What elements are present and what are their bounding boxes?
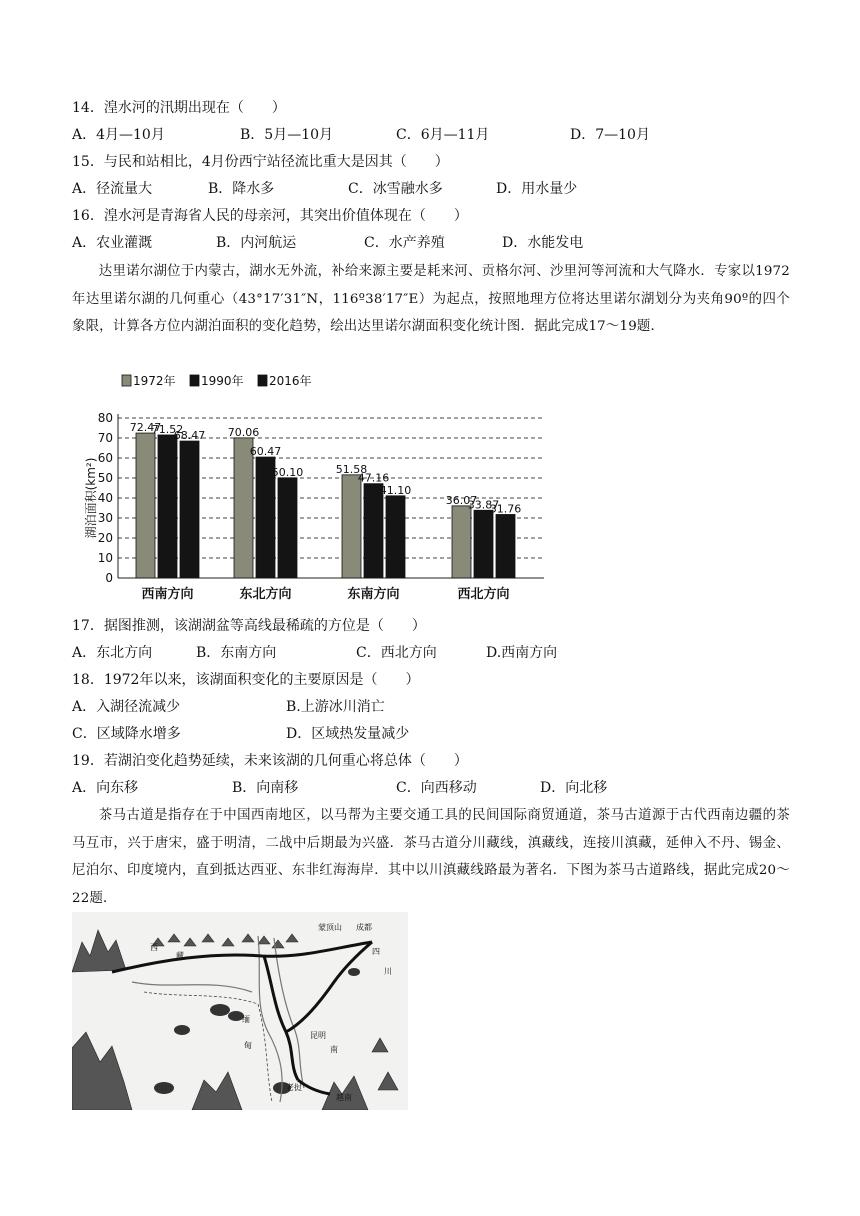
question-14-option-d: D．7—10月 <box>570 127 650 143</box>
passage-dali-lake: 达里诺尔湖位于内蒙古，湖水无外流，补给来源主要是耗来河、贡格尔河、沙里河等河流和大气降水．专家以1972年达里诺尔湖的几何重心（43°17′31″N，116º38′17″E）为起点，按照地理方位将达里诺尔湖划分为夹角90º的四个象限，计算各方位内湖泊面积的变化趋势，绘出达里诺尔湖面积变化统计图．据此完成17～19题． <box>72 264 790 334</box>
question-14-option-b: B．5月—10月 <box>240 127 334 143</box>
question-18-option-b: B.上游冰川消亡 <box>286 699 385 715</box>
bar <box>234 438 253 578</box>
data-label: 36.07 <box>445 493 478 507</box>
question-19-option-d: D．向北移 <box>540 780 608 796</box>
data-label: 41.10 <box>379 483 412 497</box>
map-label: 四 <box>372 947 380 956</box>
lake-area-bar-chart <box>82 364 552 608</box>
question-14-stem: 14．湟水河的汛期出现在（ ） <box>72 100 286 116</box>
legend-swatch <box>258 375 267 386</box>
question-17-option-a: A．东北方向 <box>72 645 153 661</box>
y-tick-label: 80 <box>97 411 113 425</box>
question-18-option-d: D．区域热发量减少 <box>286 726 410 742</box>
bar <box>386 496 405 578</box>
legend-label: 1972年 <box>133 374 176 388</box>
category-label: 东北方向 <box>239 587 292 602</box>
map-label: 西 <box>150 943 158 952</box>
question-16-option-d: D．水能发电 <box>502 235 584 251</box>
question-19-option-a: A．向东移 <box>72 780 139 796</box>
map-label: 藏 <box>176 951 184 960</box>
map-label: 蒙顶山 <box>318 923 342 932</box>
data-label: 51.58 <box>335 462 368 476</box>
question-16-stem: 16．湟水河是青海省人民的母亲河，其突出价值体现在（ ） <box>72 208 468 224</box>
question-17-option-c: C．西北方向 <box>356 645 437 661</box>
y-tick-label: 50 <box>97 471 113 485</box>
map-label: 川 <box>384 967 392 976</box>
data-label: 72.47 <box>129 421 162 435</box>
legend-label: 1990年 <box>201 374 244 388</box>
question-19-option-c: C．向西移动 <box>396 780 477 796</box>
y-tick-label: 30 <box>97 511 113 525</box>
question-15-option-a: A．径流量大 <box>72 181 153 197</box>
question-15-option-b: B．降水多 <box>208 181 275 197</box>
y-axis-label: 湖泊面积(km²) <box>84 457 98 539</box>
question-16-option-b: B．内河航运 <box>216 235 297 251</box>
legend-label: 2016年 <box>269 374 312 388</box>
bar <box>496 514 515 578</box>
question-19-stem: 19．若湖泊变化趋势延续，未来该湖的几何重心将总体（ ） <box>72 753 468 769</box>
legend-swatch <box>122 375 131 386</box>
y-tick-label: 70 <box>97 431 113 445</box>
question-15-option-c: C．冰雪融水多 <box>348 181 443 197</box>
question-17-stem: 17．据图推测，该湖湖盆等高线最稀疏的方位是（ ） <box>72 618 426 634</box>
question-17-option-d: D.西南方向 <box>486 645 558 661</box>
data-label: 31.76 <box>489 502 522 516</box>
passage-tea-horse-road: 茶马古道是指存在于中国西南地区，以马帮为主要交通工具的民间国际商贸通道，茶马古道源于古代西南边疆的茶马互市，兴于唐宋，盛于明清，二战中后期最为兴盛．茶马古道分川藏线，滇藏线，连接川滇藏，延伸入不丹、锡金、尼泊尔、印度境内，直到抵达西亚、东非红海海岸．其中以川滇藏线路最为著名．下图为茶马古道路线，据此完成20～22题． <box>72 808 790 906</box>
bar <box>180 441 199 578</box>
data-label: 68.47 <box>173 429 206 443</box>
bar <box>342 475 361 578</box>
question-18-stem: 18．1972年以来，该湖面积变化的主要原因是（ ） <box>72 672 420 688</box>
question-15-stem: 15．与民和站相比，4月份西宁站径流比重大是因其（ ） <box>72 154 449 170</box>
map-label: 甸 <box>244 1041 252 1050</box>
data-label: 47.16 <box>357 471 390 485</box>
map-label: 南 <box>330 1045 338 1054</box>
question-16-option-a: A．农业灌溉 <box>72 235 153 251</box>
question-18-option-c: C．区域降水增多 <box>72 726 181 742</box>
question-16-option-c: C．水产养殖 <box>364 235 445 251</box>
question-17-option-b: B．东南方向 <box>196 645 277 661</box>
bar <box>474 510 493 578</box>
bar <box>158 435 177 578</box>
bar <box>452 506 471 578</box>
category-label: 西南方向 <box>141 587 194 602</box>
bar <box>136 433 155 578</box>
category-label: 东南方向 <box>347 587 400 602</box>
category-label: 西北方向 <box>457 587 510 602</box>
question-18-option-a: A．入湖径流减少 <box>72 699 181 715</box>
legend-swatch <box>190 375 199 386</box>
question-15-option-d: D．用水量少 <box>496 181 578 197</box>
question-19-option-b: B．向南移 <box>232 780 299 796</box>
map-label: 老挝 <box>286 1083 302 1092</box>
data-label: 60.47 <box>249 445 282 459</box>
data-label: 50.10 <box>271 465 304 479</box>
data-label: 71.52 <box>151 422 184 436</box>
map-label: 缅 <box>242 1015 250 1024</box>
data-label: 70.06 <box>227 425 260 439</box>
question-14-option-a: A．4月—10月 <box>72 127 165 143</box>
bar <box>278 478 297 578</box>
map-label: 成都 <box>356 923 372 932</box>
y-tick-label: 40 <box>97 491 113 505</box>
y-tick-label: 0 <box>105 571 113 585</box>
y-tick-label: 60 <box>97 451 113 465</box>
y-tick-label: 10 <box>97 551 113 565</box>
tea-horse-road-map <box>72 912 408 1110</box>
y-tick-label: 20 <box>97 531 113 545</box>
map-label: 昆明 <box>310 1031 326 1040</box>
data-label: 33.87 <box>467 498 500 512</box>
map-label: 越南 <box>336 1093 352 1102</box>
bar <box>364 484 383 578</box>
question-14-option-c: C．6月—11月 <box>396 127 490 143</box>
